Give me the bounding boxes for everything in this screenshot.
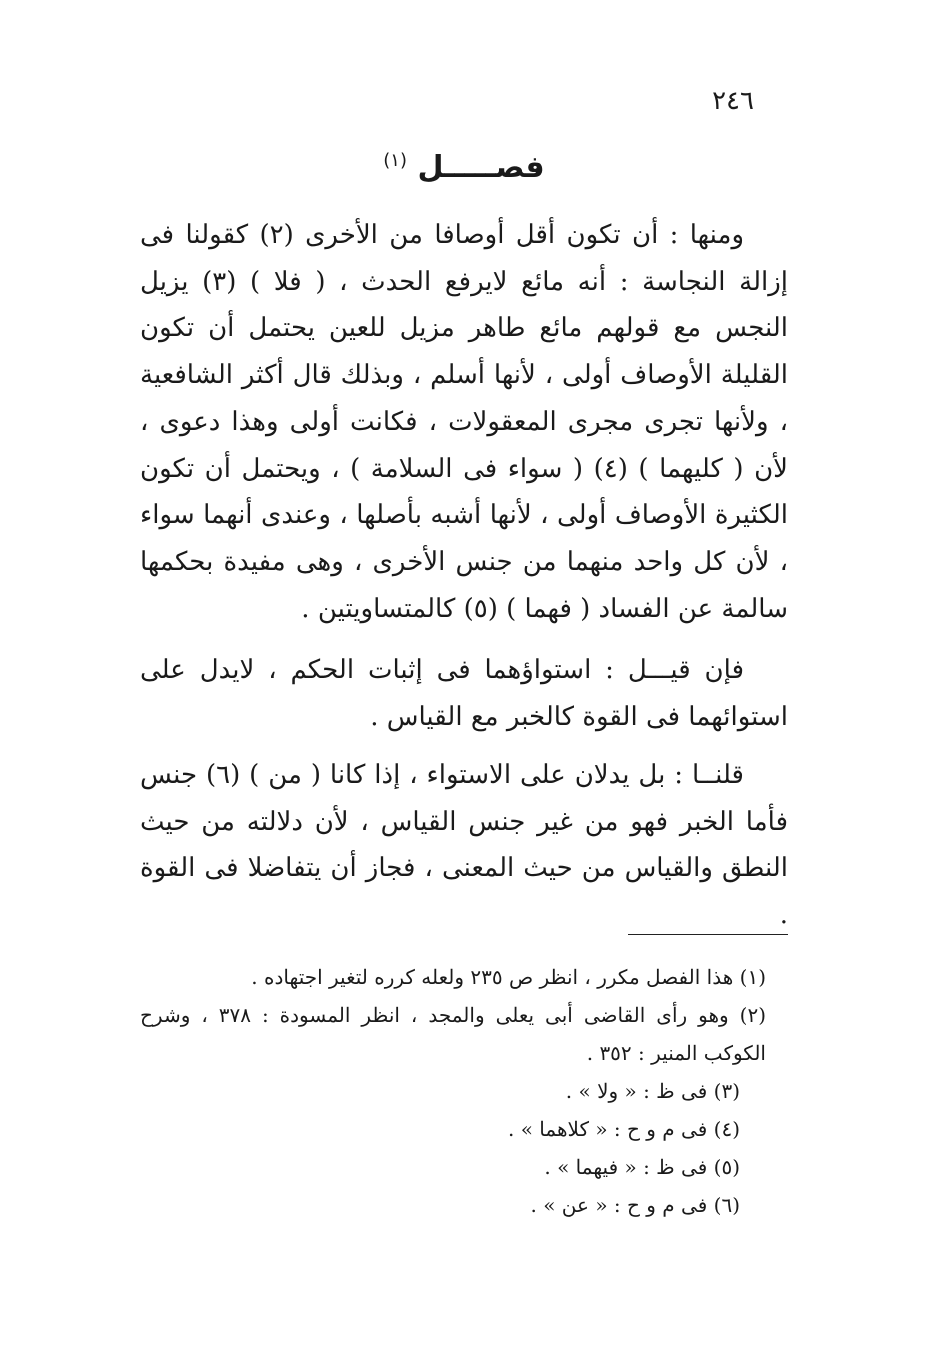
page-number: ٢٤٦ xyxy=(712,86,754,116)
section-heading xyxy=(140,148,788,188)
footnote-4: (٤) فى م و ح : « كلاهما » . xyxy=(508,1117,740,1141)
footnote-3: (٣) فى ظ : « ولا » . xyxy=(565,1079,740,1103)
paragraph-3: قلنــا : بل يدلان على الاستواء ، إذا كانا ( من ) (٦) جنس فأما الخبر فهو من غير جنس القياس ، لأن دلالته من حيث النطق والقياس من حيث المعنى ، فجاز أن يتفاضلا فى القوة . xyxy=(140,760,788,931)
section-footnote-ref: (١) xyxy=(383,150,407,171)
footnote-1: (١) هذا الفصل مكرر ، انظر ص ٢٣٥ ولعله كرره لتغير اجتهاده . xyxy=(251,965,766,989)
paragraph-block xyxy=(140,212,788,632)
book-page xyxy=(140,0,788,1360)
paragraph-1: ومنها : أن تكون أقل أوصافا من الأخرى (٢) كقولنا فى إزالة النجاسة : أنه مائع لايرفع الحدث ، ( فلا ) (٣) يزيل النجس مع قولهم مائع طاهر مزيل للعين يحتمل أن تكون القليلة الأوصاف أولى ، لأنها أسلم ، وبذلك قال أكثر الشافعية ، ولأنها تجرى مجرى المعقولات ، فكانت أولى وهذا دعوى ، لأن ( كليهما ) (٤) ( سواء فى السلامة ) ، ويحتمل أن تكون الكثيرة الأوصاف أولى ، لأنها أشبه بأصلها ، وعندى أنهما سواء ، لأن كل واحد منهما من جنس الأخرى ، وهى مفيدة بحكمها سالمة عن الفساد ( فهما ) (٥) كالمتساويتين . xyxy=(140,220,788,624)
paragraph-2: فإن قيـــل : استواؤهما فى إثبات الحكم ، لايدل على استوائهما فى القوة كالخبر مع القياس . xyxy=(140,655,788,732)
footnote-2: (٢) وهو رأى القاضى أبى يعلى والمجد ، انظر المسودة : ٣٧٨ ، وشرح الكوكب المنير : ٣٥٢ . xyxy=(140,1003,766,1065)
footnotes-list xyxy=(140,958,788,1224)
footnote-separator xyxy=(628,934,788,935)
section-title: فصـــــل xyxy=(417,150,545,185)
footnote-6: (٦) فى م و ح : « عن » . xyxy=(530,1193,740,1217)
paragraph-block xyxy=(140,752,788,939)
paragraph-block xyxy=(140,647,788,740)
footnote-5: (٥) فى ظ : « فيهما » . xyxy=(544,1155,740,1179)
